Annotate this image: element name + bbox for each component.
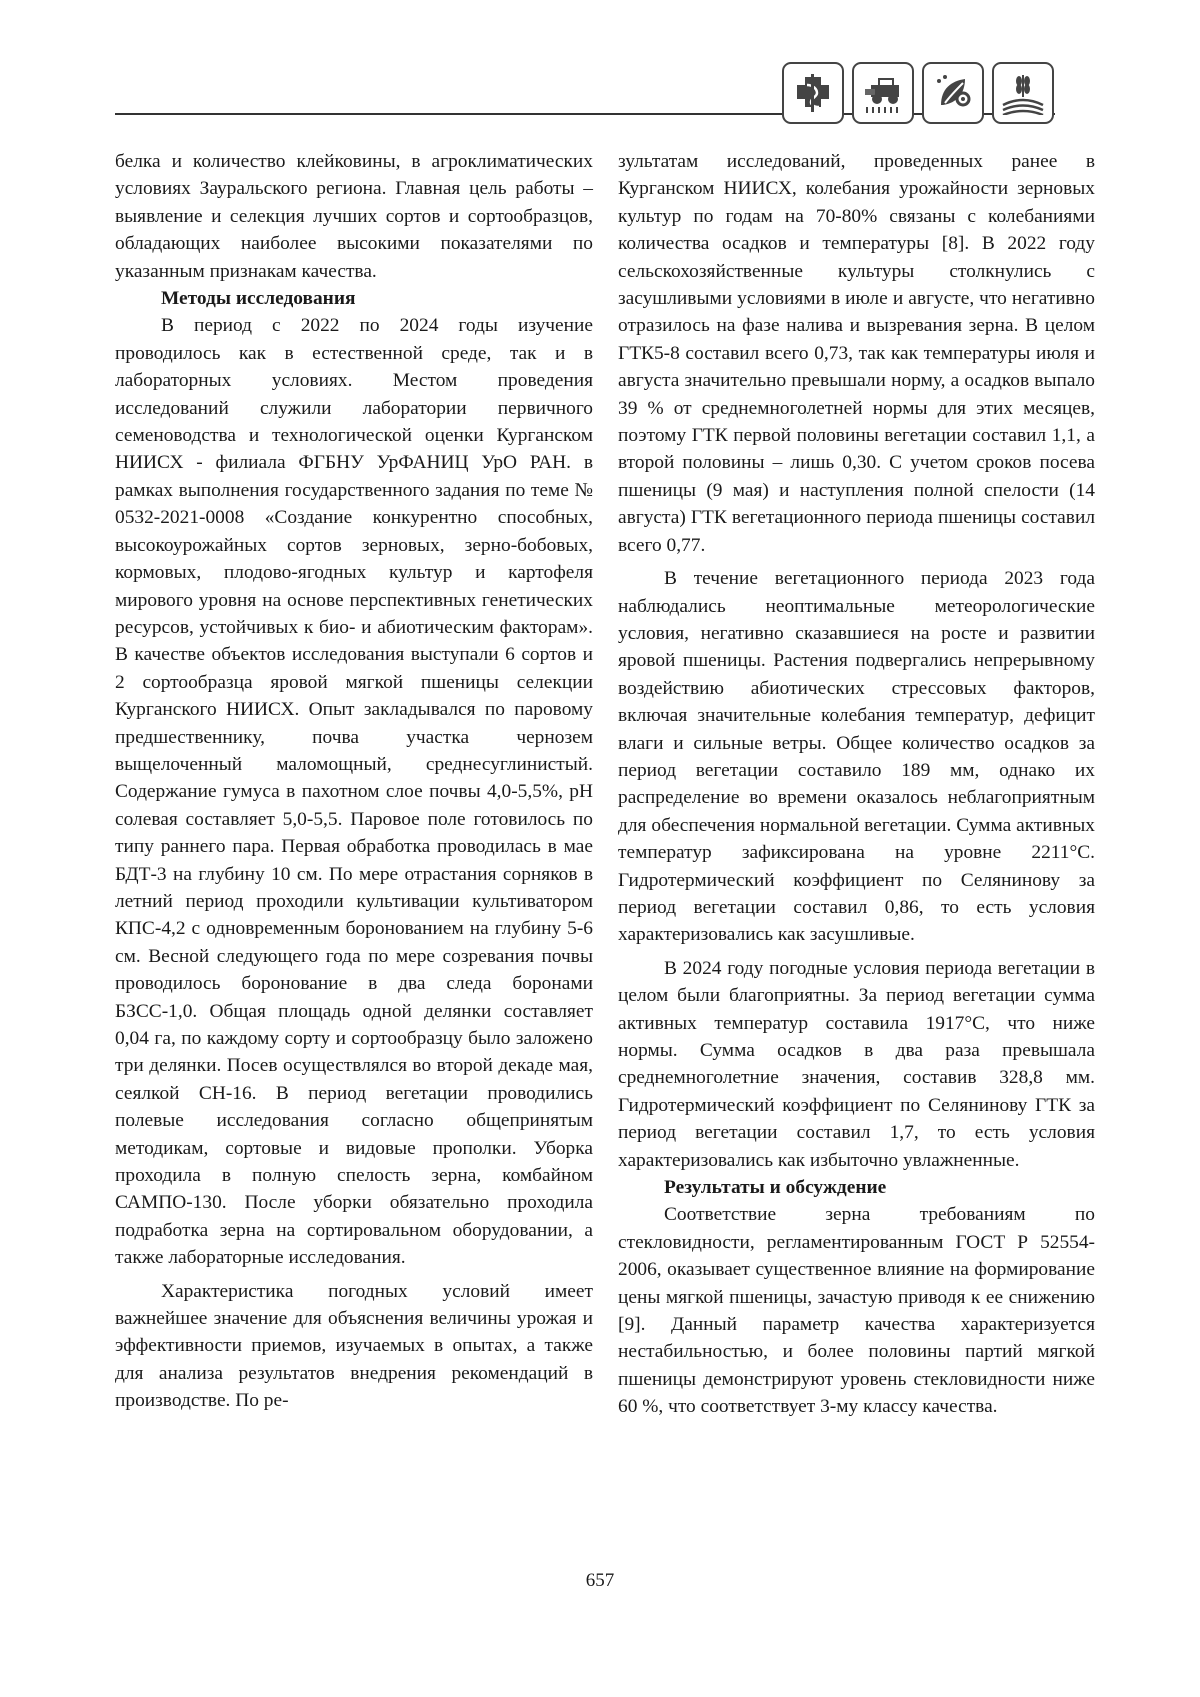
header-icons [782, 62, 1082, 124]
left-column [115, 148, 593, 1415]
paragraph: Соответствие зерна требованиям по стекловидности, регламентированным ГОСТ Р 52554-2006, оказывает существенное влияние на формирование цены мягкой пшеницы, зачастую приводя к ее снижению [9]. Данный параметр качества характеризуется нестабильностью, и более половины партий мягкой пшеницы демонстрируют уровень стекловидности ниже 60 %, что соответствует 3-му классу качества. [618, 1204, 1095, 1418]
paragraph: Характеристика погодных условий имеет важнейшее значение для объяснения величины урожая и эффективности приемов, изучаемых в опытах, а также для анализа результатов внедрения рекомендаций в производстве. По ре- [115, 1280, 593, 1412]
paragraph: зультатам исследований, проведенных ранее в Курганском НИИСХ, колебания урожайности зерновых культур по годам на 70-80% связаны с колебаниями количества осадков и температуры [8]. В 2022 году сельскохозяйственные культуры столкнулись с засушливыми условиями в июле и августе, что негативно отразилось на фазе налива и вызревания зерна. В целом ГТК5-8 составил всего 0,73, так как температуры июля и августа значительно превышали норму, а осадков выпало 39 % от среднемноголетней нормы для этих месяцев, поэтому ГТК первой половины вегетации составил 1,1, а второй половины – лишь 0,30. С учетом сроков посева пшеницы (9 мая) и наступления полной спелости (14 августа) ГТК вегетационного периода пшеницы составил всего 0,77. [618, 151, 1095, 556]
paragraph: белка и количество клейковины, в агроклиматических условиях Зауральского региона. Главная цель работы – выявление и селекция лучших сортов и сортообразцов, обладающих наиболее высокими показателями по указанным признакам качества. [115, 151, 593, 282]
right-column [618, 148, 1095, 1421]
combine-harvester-icon [852, 62, 914, 124]
plant-leaf-icon [922, 62, 984, 124]
section-heading-results: Результаты и обсуждение [664, 1177, 887, 1199]
paragraph: В течение вегетационного периода 2023 года наблюдались неоптимальные метеорологические условия, негативно сказавшиеся на росте и развитии яровой пшеницы. Растения подвергались непрерывному воздействию абиотических стрессовых факторов, включая значительные колебания температур, дефицит влаги и сильные ветры. Общее количество осадков за период вегетации составило 189 мм, однако их распределение во времени оказалось неблагоприятным для обеспечения нормальной вегетации. Сумма активных температур зафиксирована на уровне 2211°С. Гидротермический коэффициент по Селянинову за период вегетации составил 0,86, то есть условия характеризовались как засушливые. [618, 568, 1095, 946]
paragraph: В период с 2022 по 2024 годы изучение проводилось как в естественной среде, так и в лабораторных условиях. Местом проведения исследований служили лаборатории первичного семеноводства и технологической оценки Курганском НИИСХ - филиала ФГБНУ УрФАНИЦ УрО РАН. в рамках выполнения государственного задания по теме № 0532-2021-0008 «Создание конкурентно способных, высокоурожайных сортов зерновых, зерно-бобовых, кормовых, плодово-ягодных культур и картофеля мирового уровня на основе перспективных генетических ресурсов, устойчивых к био- и абиотическим факторам». В качестве объектов исследования выступали 6 сортов и 2 сортообразца яровой мягкой пшеницы селекции Курганского НИИСХ. Опыт закладывался по паровому предшественнику, почва участка чернозем выщелоченный маломощный, среднесуглинистый. Содержание гумуса в пахотном слое почвы 4,0-5,5%, pH солевая составляет 5,0-5,5. Паровое поле готовилось по типу раннего пара. Первая обработка проводилась в мае БДТ-3 на глубину 10 см. По мере отрастания сорняков в летний период проходили культивации культиватором КПС-4,2 с одновременным боронованием на глубину 5-6 см. Весной следующего года по мере созревания почвы проводилось боронование в два следа боронами БЗСС-1,0. Общая площадь одной делянки составляет 0,04 га, по каждому сорту и сортообразцу было заложено три делянки. Посев осуществлялся во второй декаде мая, сеялкой СН-16. В период вегетации проводились полевые исследования согласно общепринятым методикам, сортовые и видовые прополки. Уборка проходила в полную спелость зерна, комбайном САМПО-130. После уборки обязательно проходила подработка зерна на сортировальном оборудовании, а также лабораторные исследования. [115, 315, 593, 1269]
page-number: 657 [585, 1570, 615, 1591]
section-heading-methods: Методы исследования [161, 288, 356, 310]
paragraph: В 2024 году погодные условия периода вегетации в целом были благоприятны. За период вегетации сумма активных температур составила 1917°С, что ниже нормы. Сумма осадков в два раза превышала среднемноголетние значения, составив 328,8 мм. Гидротермический коэффициент по Селянинову ГТК за период вегетации составил 1,7, то есть условия характеризовались как избыточно увлажненные. [618, 957, 1095, 1171]
medical-cross-icon [782, 62, 844, 124]
wheat-field-icon [992, 62, 1054, 124]
